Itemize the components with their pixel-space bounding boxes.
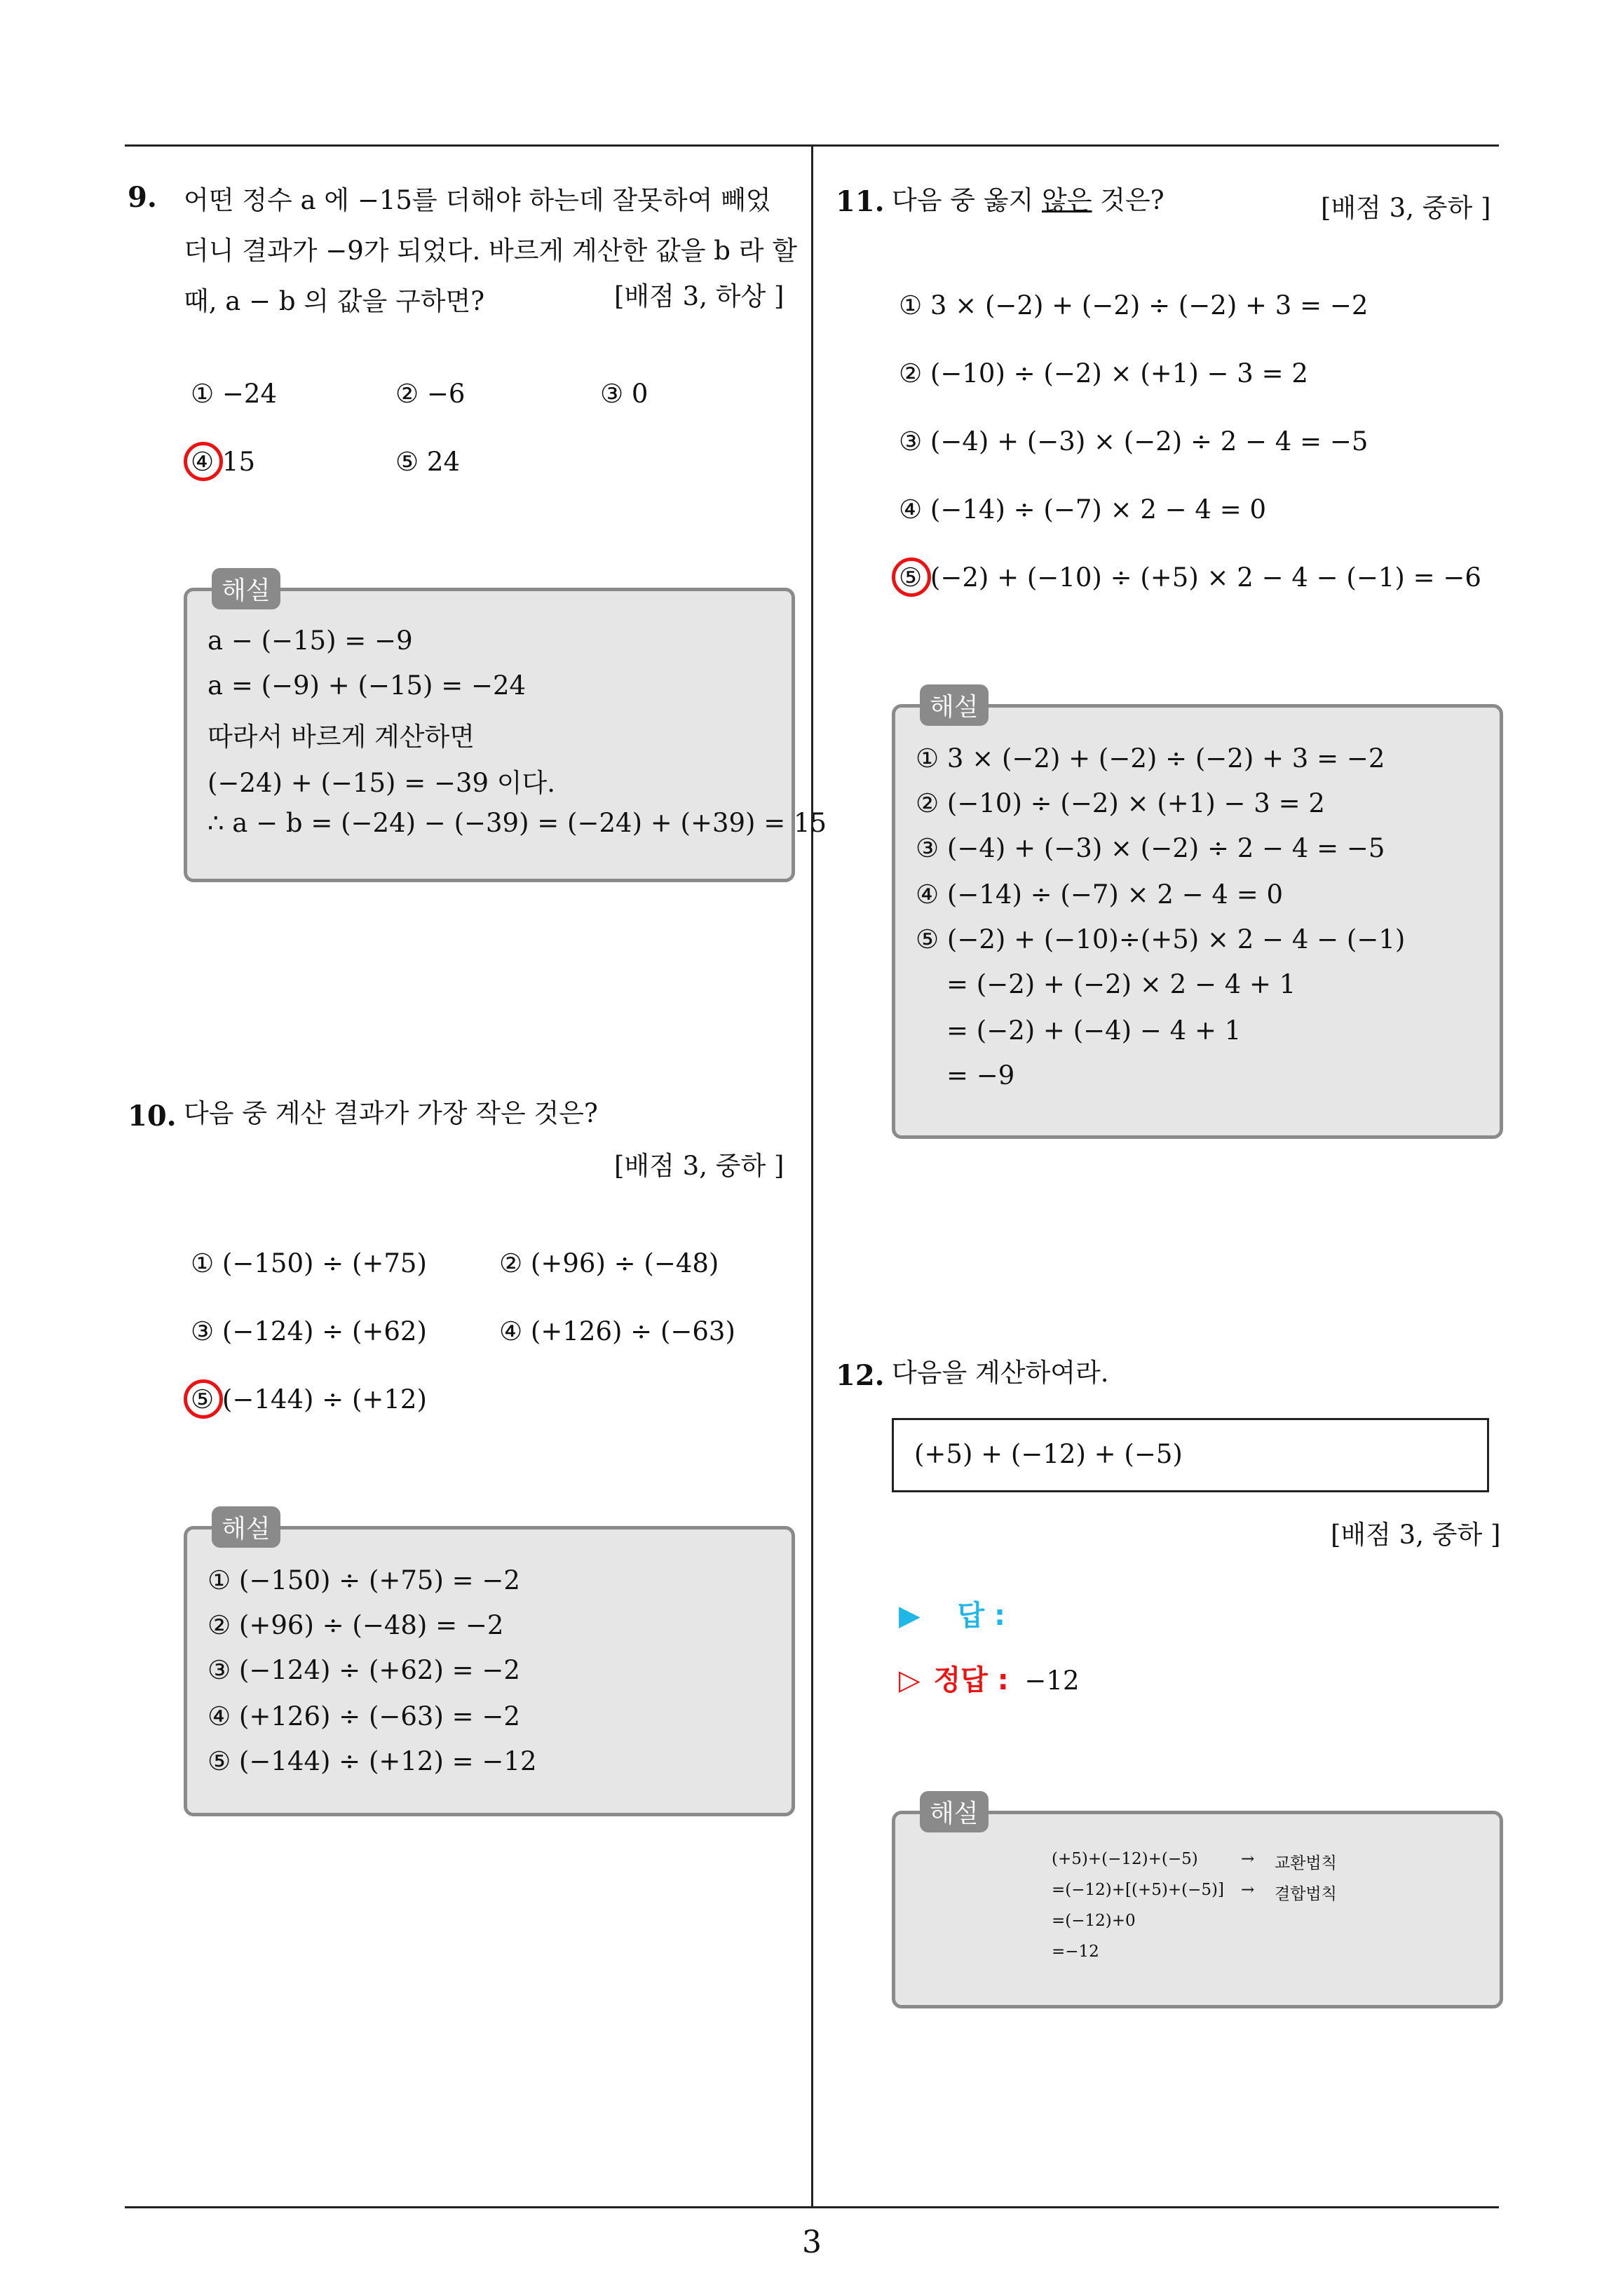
bottom-rule: [125, 2206, 1499, 2208]
correct-answer-row: [899, 1658, 1080, 1698]
question-number: 9.: [128, 181, 157, 214]
solution-line: ② (+96) ÷ (−48) = −2: [208, 1610, 504, 1640]
expression-text: (+5) + (−12) + (−5): [914, 1439, 1183, 1469]
answer-marker-icon: ▶: [899, 1600, 921, 1632]
choice-2[interactable]: ② (+96) ÷ (−48): [499, 1248, 719, 1278]
solution-note: 결합법칙: [1275, 1885, 1337, 1903]
choice-5[interactable]: ⑤ (−2) + (−10) ÷ (+5) × 2 − 4 − (−1) = −6: [899, 562, 1481, 593]
correct-marker-icon: ▷: [899, 1664, 921, 1696]
answer-mark-circle: [892, 558, 931, 597]
solution-line: = −9: [946, 1060, 1015, 1090]
score-difficulty: [배점 3, 중하 ]: [1331, 1520, 1501, 1550]
solution-line: [1052, 1850, 1337, 1872]
question-text: 다음 중 계산 결과가 가장 작은 것은?: [184, 1098, 598, 1128]
solution-line: (−24) + (−15) = −39 이다.: [208, 768, 556, 798]
score-difficulty: [배점 3, 중하 ]: [1321, 193, 1491, 223]
question-number: 10.: [128, 1100, 177, 1133]
answer-row: [899, 1593, 1005, 1633]
solution-line: ⑤ (−2) + (−10)÷(+5) × 2 − 4 − (−1): [916, 924, 1406, 954]
solution-line: [1052, 1912, 1136, 1930]
question-text: [892, 175, 1164, 226]
solution-expr: =(−12)+[(+5)+(−5)]: [1052, 1881, 1224, 1899]
arrow-icon: →: [1241, 1850, 1255, 1868]
choice-1[interactable]: ① −24: [191, 379, 278, 409]
solution-line: ① 3 × (−2) + (−2) ÷ (−2) + 3 = −2: [916, 743, 1385, 774]
solution-line: ③ (−124) ÷ (+62) = −2: [208, 1655, 520, 1685]
question-number: 11.: [836, 185, 885, 218]
solution-tag: 해설: [212, 568, 280, 609]
question-text: 다음을 계산하여라.: [892, 1358, 1109, 1388]
solution-line: a = (−9) + (−15) = −24: [208, 670, 527, 701]
column-divider: [811, 144, 813, 2208]
solution-line: 따라서 바르게 계산하면: [208, 722, 475, 752]
question-line: 때, a − b 의 값을 구하면?: [184, 286, 485, 316]
solution-note: 교환법칙: [1275, 1854, 1337, 1872]
answer-mark-circle: [184, 1379, 223, 1419]
solution-line: ③ (−4) + (−3) × (−2) ÷ 2 − 4 = −5: [916, 833, 1385, 863]
score-difficulty: [배점 3, 중하 ]: [614, 1151, 785, 1181]
solution-line: ④ (−14) ÷ (−7) × 2 − 4 = 0: [916, 879, 1284, 910]
choice-5[interactable]: ⑤ 24: [395, 447, 461, 477]
solution-line: [1052, 1881, 1337, 1903]
solution-line: [1052, 1943, 1099, 1961]
correct-answer-label: 정답 :: [933, 1664, 1009, 1696]
solution-expr: (+5)+(−12)+(−5): [1052, 1850, 1198, 1868]
choice-4[interactable]: ④ (+126) ÷ (−63): [499, 1316, 735, 1346]
page-number: 3: [802, 2224, 822, 2260]
solution-tag: 해설: [212, 1506, 280, 1548]
solution-expr: =−12: [1052, 1943, 1099, 1961]
question-text-part: 것은?: [1092, 185, 1164, 215]
solution-line: = (−2) + (−2) × 2 − 4 + 1: [946, 969, 1296, 999]
choice-2[interactable]: ② −6: [395, 379, 466, 409]
choice-4[interactable]: ④ (−14) ÷ (−7) × 2 − 4 = 0: [899, 494, 1267, 525]
solution-line: ⑤ (−144) ÷ (+12) = −12: [208, 1746, 537, 1776]
solution-expr: =(−12)+0: [1052, 1912, 1136, 1930]
choice-5[interactable]: ⑤ (−144) ÷ (+12): [191, 1384, 427, 1414]
choice-3[interactable]: ③ (−124) ÷ (+62): [191, 1316, 427, 1346]
solution-line: ④ (+126) ÷ (−63) = −2: [208, 1701, 520, 1731]
correct-answer-value: −12: [1024, 1666, 1080, 1696]
score-difficulty: [배점 3, 하상 ]: [614, 281, 785, 311]
answer-label: 답 :: [957, 1600, 1006, 1632]
choice-3[interactable]: ③ (−4) + (−3) × (−2) ÷ 2 − 4 = −5: [899, 426, 1369, 457]
question-line: 더니 결과가 −9가 되었다. 바르게 계산한 값을 b 라 할: [184, 236, 797, 266]
solution-line: ∴ a − b = (−24) − (−39) = (−24) + (+39) = 15: [208, 808, 827, 838]
question-line: 어떤 정수 a 에 −15를 더해야 하는데 잘못하여 빼었: [184, 185, 771, 215]
question-text-part: 다음 중 옳지: [892, 185, 1042, 215]
solution-box: [892, 1811, 1503, 2008]
answer-mark-circle: [184, 442, 223, 481]
choice-3[interactable]: ③ 0: [600, 379, 648, 409]
arrow-icon: →: [1241, 1881, 1255, 1899]
solution-line: ① (−150) ÷ (+75) = −2: [208, 1565, 520, 1595]
choice-4[interactable]: ④ 15: [191, 447, 256, 477]
choice-2[interactable]: ② (−10) ÷ (−2) × (+1) − 3 = 2: [899, 358, 1308, 389]
solution-line: a − (−15) = −9: [208, 626, 413, 656]
solution-tag: 해설: [920, 1791, 989, 1832]
question-number: 12.: [836, 1359, 885, 1392]
solution-tag: 해설: [920, 684, 989, 726]
question-text-underlined: 않은: [1042, 185, 1092, 215]
choice-1[interactable]: ① 3 × (−2) + (−2) ÷ (−2) + 3 = −2: [899, 290, 1369, 320]
solution-line: ② (−10) ÷ (−2) × (+1) − 3 = 2: [916, 788, 1325, 818]
choice-1[interactable]: ① (−150) ÷ (+75): [191, 1248, 427, 1278]
solution-line: = (−2) + (−4) − 4 + 1: [946, 1015, 1242, 1046]
